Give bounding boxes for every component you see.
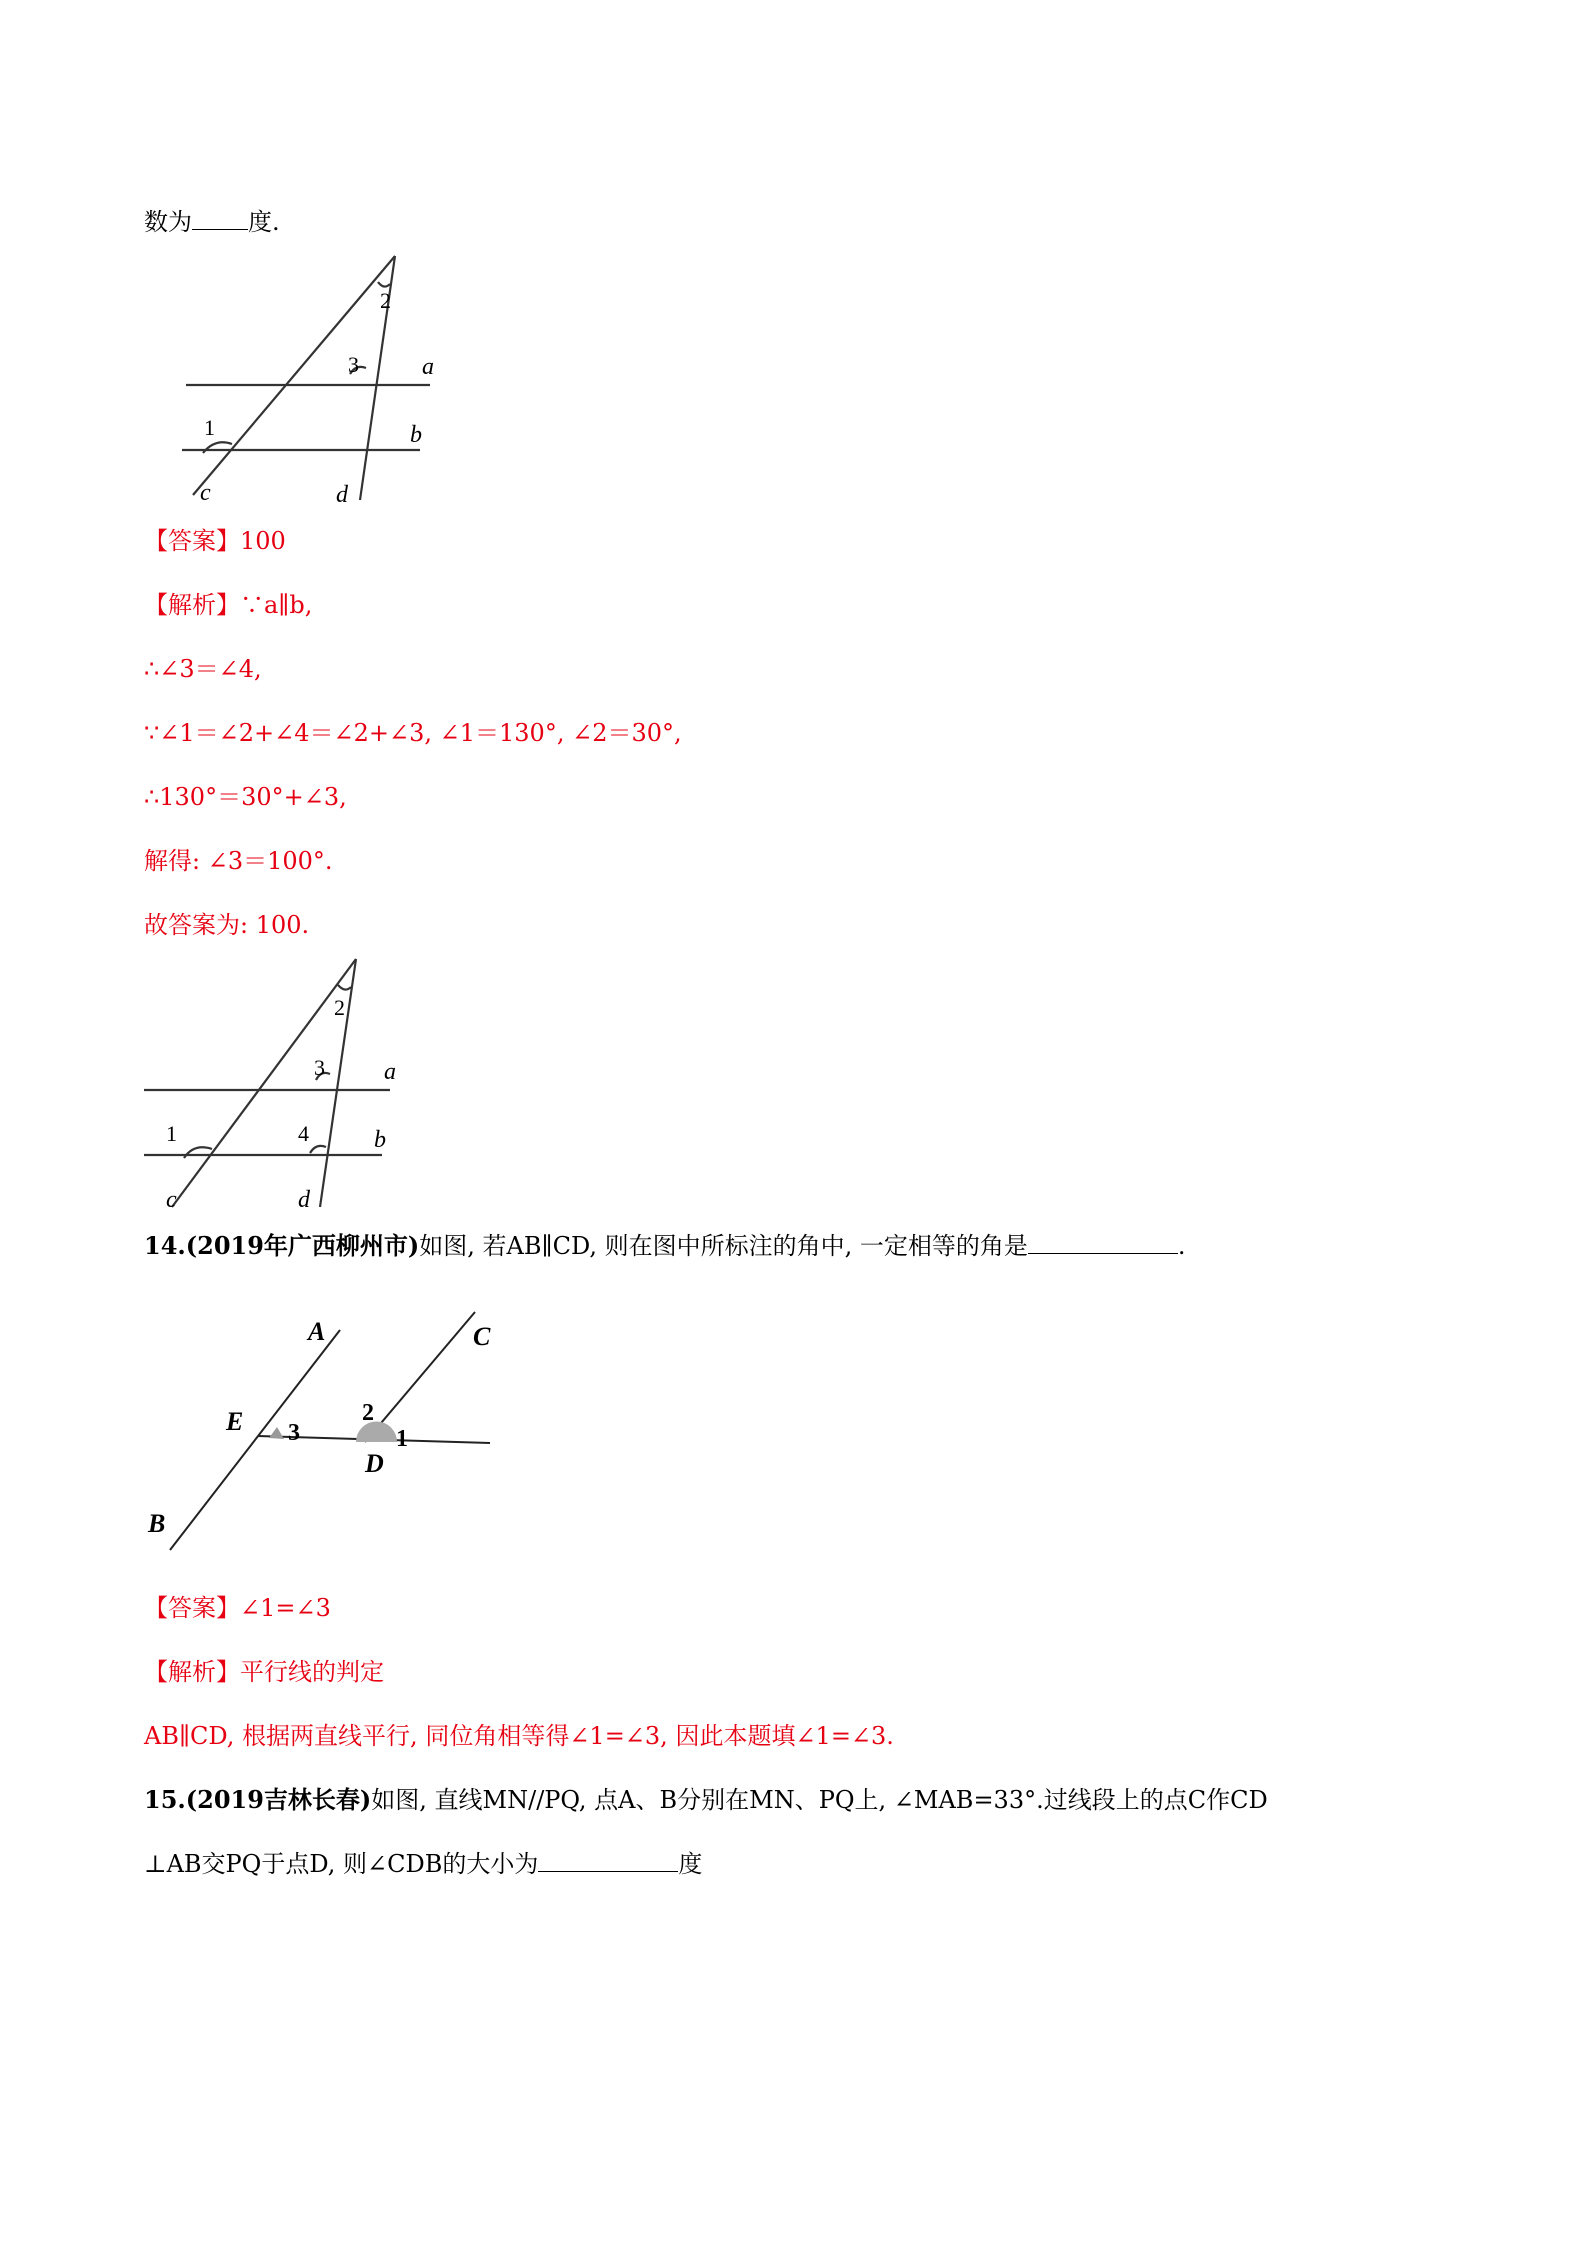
q13-analysis-line-5: 解得: ∠3＝100°.: [144, 847, 333, 875]
q15-text-1: 如图, 直线MN//PQ, 点A、B分别在MN、PQ上, ∠MAB=33°.过线段上的点C作CD: [371, 1786, 1268, 1814]
fig3-angle-1: 1: [396, 1426, 408, 1452]
fig2-label-4: 4: [298, 1121, 309, 1146]
fig3-label-A: A: [308, 1317, 326, 1346]
q13-answer-line: [144, 524, 286, 558]
fig3-angle-3: 3: [288, 1420, 300, 1446]
fig2-label-d: d: [298, 1187, 310, 1213]
fig3-label-C: C: [473, 1322, 491, 1351]
fig1-label-d: d: [336, 482, 348, 508]
q13-figure-2: [138, 955, 428, 1215]
q14-answer-line: [144, 1591, 331, 1625]
fig3-label-B: B: [148, 1509, 166, 1538]
q13-tail-line: [144, 205, 280, 239]
q14-answer-tag: 【答案】: [144, 1594, 240, 1622]
fig1-label-2: 2: [380, 288, 391, 313]
fig1-label-a: a: [422, 354, 434, 380]
q13-analysis-line-3: ∵∠1＝∠2+∠4＝∠2+∠3, ∠1＝130°, ∠2＝30°,: [144, 719, 682, 747]
q15-source: (2019吉林长春): [185, 1785, 372, 1814]
fig2-label-a: a: [384, 1059, 396, 1085]
fig3-label-E: E: [226, 1407, 244, 1436]
q13-analysis-line-4: ∴130°＝30°+∠3,: [144, 783, 347, 811]
q15-answer-blank: [538, 1849, 678, 1872]
q14-text: 如图, 若AB∥CD, 则在图中所标注的角中, 一定相等的角是: [419, 1232, 1028, 1260]
q14-answer-blank: [1028, 1231, 1178, 1254]
q15-question-line-1: [144, 1783, 1268, 1817]
q13-answer-tag: 【答案】: [144, 527, 240, 555]
q13-analysis-tag: 【解析】: [144, 591, 240, 619]
q14-end: .: [1177, 1232, 1186, 1260]
q13-analysis-0: ∵a∥b,: [240, 591, 313, 619]
fig2-label-3: 3: [314, 1055, 325, 1080]
q14-analysis-title: 平行线的判定: [240, 1658, 384, 1686]
q14-source: (2019年广西柳州市): [185, 1231, 420, 1260]
fig1-label-3: 3: [348, 352, 359, 377]
q14-analysis-title-line: [144, 1655, 384, 1689]
q13-analysis-line-6: 故答案为: 100.: [144, 911, 310, 939]
q13-figure-1: [170, 250, 450, 510]
fig2-label-1: 1: [166, 1121, 177, 1146]
q14-analysis-line: AB∥CD, 根据两直线平行, 同位角相等得∠1=∠3, 因此本题填∠1=∠3.: [144, 1722, 894, 1750]
q14-number: 14.: [144, 1231, 186, 1260]
fig1-label-c: c: [200, 480, 211, 506]
q15-question-line-2: [144, 1847, 702, 1881]
q15-number: 15.: [144, 1785, 186, 1814]
q15-text-2: ⊥AB交PQ于点D, 则∠CDB的大小为: [144, 1850, 539, 1878]
q13-tail-after: 度.: [248, 208, 280, 236]
q13-analysis-line-1: [144, 588, 312, 622]
fig3-angle-2: 2: [362, 1400, 374, 1426]
q13-answer: 100: [240, 527, 286, 555]
q14-answer: ∠1=∠3: [240, 1594, 331, 1622]
fig1-label-1: 1: [204, 415, 215, 440]
fig2-label-2: 2: [334, 995, 345, 1020]
fig1-label-b: b: [410, 422, 422, 448]
q14-figure: [140, 1300, 520, 1560]
q13-tail-text: 数为: [144, 208, 192, 236]
q13-answer-blank: [192, 207, 248, 230]
fig3-label-D: D: [365, 1449, 384, 1478]
q13-analysis-line-2: ∴∠3＝∠4,: [144, 655, 262, 683]
fig2-label-b: b: [374, 1127, 386, 1153]
q14-question-line: [144, 1229, 1186, 1263]
fig2-label-c: c: [166, 1187, 177, 1213]
q15-end: 度: [678, 1850, 703, 1878]
q14-analysis-tag: 【解析】: [144, 1658, 240, 1686]
